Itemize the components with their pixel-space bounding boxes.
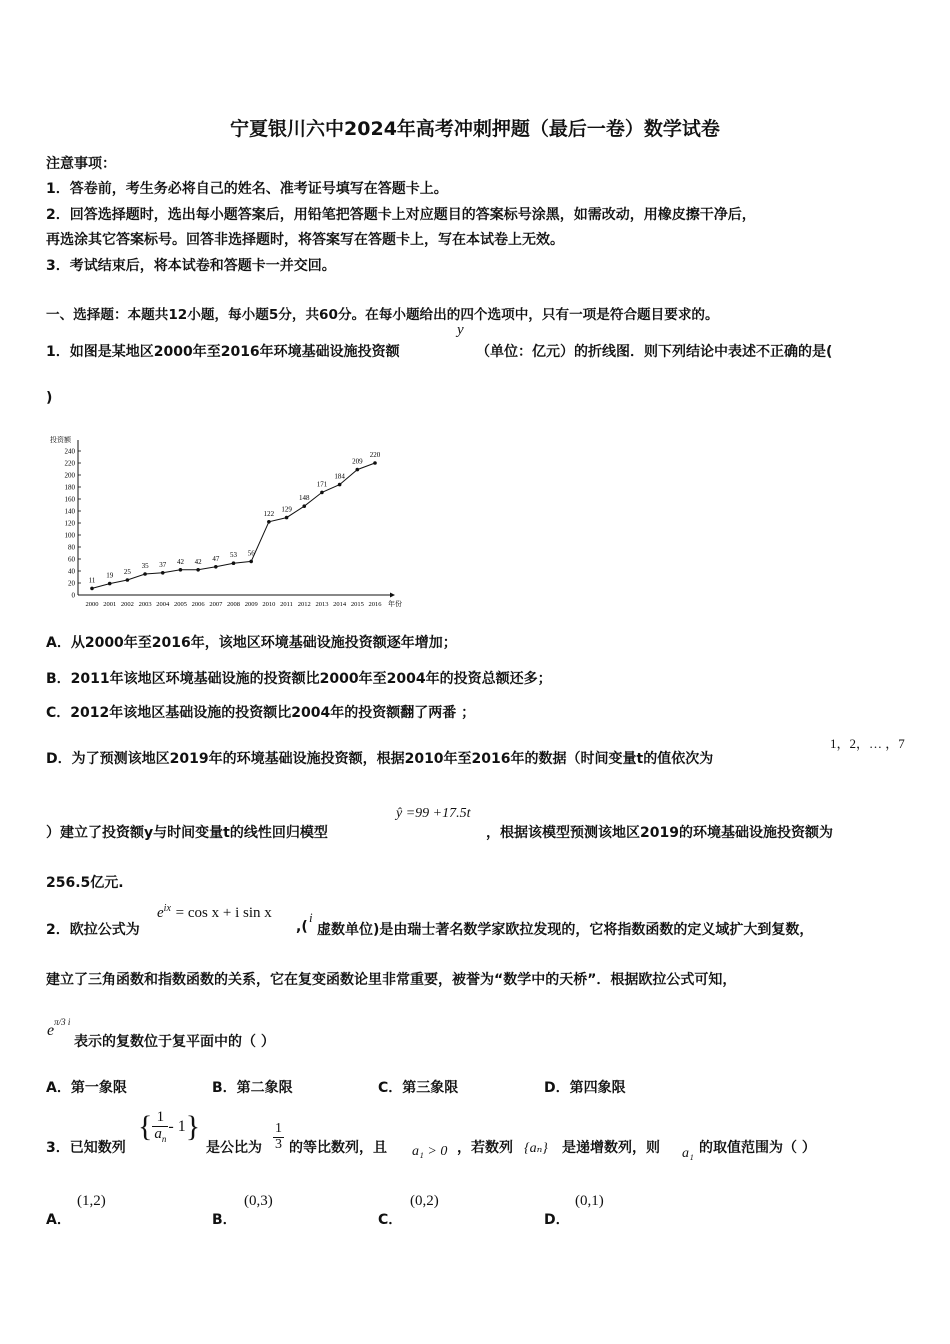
- chart-data-label: 42: [176, 557, 184, 566]
- q3-option-b-label: B．: [212, 1212, 237, 1228]
- q2-line2: 建立了三角函数和指数函数的关系，它在复变函数论里非常重要，被誉为“数学中的天桥”．根据欧拉公式可知，: [46, 972, 737, 988]
- chart-y-tick-label: 240: [64, 447, 75, 456]
- q2-expression: [47, 1016, 71, 1040]
- chart-point: [90, 587, 94, 591]
- q1-close-paren: ): [46, 390, 53, 406]
- notice-item-2a: 2．回答选择题时，选出每小题答案后，用铅笔把答题卡上对应题目的答案标号涂黑，如需改动，用橡皮擦干净后，: [46, 207, 756, 223]
- chart-x-tick-label: 2006: [191, 601, 205, 608]
- q2-line3: 表示的复数位于复平面中的（ ）: [74, 1034, 275, 1050]
- chart-y-tick-label: 80: [68, 543, 75, 552]
- chart-data-label: 209: [352, 457, 363, 466]
- q3-seq-subscript: n: [161, 1133, 167, 1144]
- q2-imag-unit: i: [309, 910, 313, 925]
- chart-data-label: 56: [247, 549, 255, 558]
- q2-option-a: A．第一象限: [46, 1080, 127, 1096]
- q3-option-a: (1,2): [77, 1193, 106, 1209]
- chart-y-tick-label: 160: [64, 495, 75, 504]
- q2-expr-exponent: π/3 i: [54, 1016, 71, 1027]
- page-title: 宁夏银川六中2024年高考冲刺押题（最后一卷）数学试卷: [230, 118, 720, 140]
- q3-option-c-label: C．: [378, 1212, 403, 1228]
- chart-x-ticks: [86, 601, 383, 608]
- section-heading: 一、选择题：本题共12小题，每小题5分，共60分。在每小题给出的四个选项中，只有一项是符合题目要求的。: [46, 307, 719, 323]
- q1-option-d-line1: D．为了预测该地区2019年的环境基础设施投资额，根据2010年至2016年的数据（时间变量t的值依次为: [46, 751, 714, 767]
- chart-x-tick-label: 2004: [156, 601, 170, 608]
- q1-regression-model: ŷ =99 +17.5t: [396, 806, 471, 821]
- q3-seq-denominator: a: [154, 1125, 162, 1142]
- q2-euler-e: e: [157, 905, 164, 921]
- chart-y-tick-label: 20: [68, 579, 75, 588]
- q1-option-d-line2a: ）建立了投资额y与时间变量t的线性回归模型: [46, 825, 328, 841]
- chart-x-tick-label: 2005: [173, 601, 187, 608]
- q1-option-a: A．从2000年至2016年，该地区环境基础设施投资额逐年增加；: [46, 635, 457, 651]
- q2-euler-rhs: = cos x + i sin x: [175, 905, 272, 921]
- q3-condition: a₁ > 0: [412, 1144, 448, 1159]
- q3-stem-e: 是递增数列，则: [562, 1140, 660, 1156]
- chart-x-tick-label: 2013: [315, 601, 329, 608]
- chart-data-label: 122: [263, 509, 275, 518]
- q3-sequence-an: {aₙ}: [524, 1141, 548, 1156]
- chart-x-tick-label: 2016: [368, 601, 382, 608]
- notice-heading: 注意事项：: [46, 156, 116, 172]
- q3-option-d-label: D．: [544, 1212, 570, 1228]
- chart-x-tick-label: 2003: [138, 601, 152, 608]
- q3-option-d: (0,1): [575, 1193, 604, 1209]
- q3-option-b: (0,3): [244, 1193, 273, 1209]
- q3-sequence-expression: { $\frac{1}{a_n}$ - 1}: [138, 1109, 201, 1144]
- chart-point: [143, 572, 147, 576]
- chart-y-tick-label: 220: [64, 459, 75, 468]
- chart-x-tick-label: 2002: [120, 601, 134, 608]
- q1-option-b: B．2011年该地区环境基础设施的投资额比2000年至2004年的投资总额还多；: [46, 671, 552, 687]
- q1-var-y: y: [457, 322, 464, 338]
- chart-point: [179, 568, 183, 572]
- chart-point: [196, 568, 200, 572]
- notice-item-1: 1．答卷前，考生务必将自己的姓名、准考证号填写在答题卡上。: [46, 181, 448, 197]
- chart-x-tick-label: 2012: [297, 601, 311, 608]
- chart-y-tick-label: 120: [64, 519, 75, 528]
- q2-stem-c: 虚数单位)是由瑞士著名数学家欧拉发现的，它将指数函数的定义域扩大到复数，: [317, 922, 814, 938]
- chart-x-tick-label: 2010: [262, 601, 276, 608]
- q3-stem-d: ，若数列: [457, 1140, 513, 1156]
- chart-y-axis-label: 投资额: [50, 436, 71, 444]
- chart-x-tick-label: 2000: [85, 601, 99, 608]
- q1-option-d-line2b: ，根据该模型预测该地区2019的环境基础设施投资额为: [486, 825, 833, 841]
- notice-item-2b: 再选涂其它答案标号。回答非选择题时，将答案写在答题卡上，写在本试卷上无效。: [46, 232, 564, 248]
- chart-point: [267, 520, 271, 524]
- chart-point: [249, 560, 253, 564]
- chart-data-label: 35: [141, 562, 149, 570]
- chart-data-label: 19: [106, 571, 114, 580]
- chart-data-label: 37: [159, 560, 167, 569]
- notice-item-3: 3．考试结束后，将本试卷和答题卡一并交回。: [46, 258, 336, 274]
- chart-data-label: 53: [230, 551, 237, 560]
- chart-y-tick-label: 180: [64, 483, 75, 492]
- chart-x-tick-label: 2007: [209, 601, 223, 608]
- chart-data-label: 148: [299, 494, 310, 503]
- q3-ratio-numerator: 1: [275, 1121, 282, 1136]
- chart-data-label: 184: [334, 472, 345, 481]
- q3-stem-c: 的等比数列，且: [289, 1140, 387, 1156]
- q2-euler-formula: [157, 903, 272, 922]
- chart-x-axis-label: 年份: [388, 600, 402, 608]
- q3-seq-numerator: 1: [152, 1110, 168, 1127]
- chart-x-arrow: [390, 593, 395, 598]
- chart-point: [214, 565, 218, 569]
- q3-option-c: (0,2): [410, 1193, 439, 1209]
- chart-x-tick-label: 2001: [103, 601, 117, 608]
- q1-option-c: C．2012年该地区基础设施的投资额比2004年的投资额翻了两番 ；: [46, 705, 476, 721]
- q3-stem-a: 3．已知数列: [46, 1140, 126, 1156]
- q2-euler-exponent: ix: [163, 903, 171, 914]
- chart-x-tick-label: 2015: [350, 601, 364, 608]
- chart-x-tick-label: 2014: [333, 601, 347, 608]
- chart-point: [320, 491, 324, 495]
- chart-data-label: 129: [281, 505, 292, 514]
- chart-series-line: [92, 463, 375, 588]
- chart-data-label: 171: [316, 480, 328, 489]
- chart-x-tick-label: 2011: [280, 601, 293, 608]
- chart-point: [161, 571, 165, 575]
- q2-option-d: D．第四象限: [544, 1080, 626, 1096]
- chart-y-ticks: [65, 448, 82, 600]
- chart-data-label: 25: [123, 568, 131, 576]
- chart-data-label: 42: [194, 557, 202, 566]
- chart-data-label: 11: [88, 576, 96, 585]
- chart-y-tick-label: 60: [68, 555, 75, 564]
- q3-ratio-denominator: 3: [275, 1136, 282, 1152]
- q3-ratio: [273, 1122, 284, 1152]
- chart-y-tick-label: 200: [64, 471, 75, 480]
- investment-line-chart: [40, 430, 410, 615]
- q2-stem-b: ,(: [296, 919, 308, 935]
- chart-data-label: 47: [212, 554, 220, 563]
- q1-stem-a: 1．如图是某地区2000年至2016年环境基础设施投资额: [46, 344, 400, 360]
- chart-data-label: 220: [369, 451, 381, 459]
- q2-option-b: B．第二象限: [212, 1080, 293, 1096]
- chart-point: [285, 516, 289, 520]
- chart-y-tick-label: 40: [68, 567, 75, 576]
- chart-point: [126, 578, 130, 582]
- chart-x-tick-label: 2009: [244, 601, 258, 608]
- q3-seq-minus: - 1: [168, 1118, 186, 1136]
- q2-option-c: C．第三象限: [378, 1080, 459, 1096]
- q2-expr-e: e: [47, 1022, 55, 1039]
- q1-stem-b: （单位：亿元）的折线图．则下列结论中表述不正确的是(: [476, 344, 833, 360]
- chart-y-tick-label: 0: [71, 591, 75, 600]
- chart-point: [356, 468, 360, 472]
- chart-point: [232, 561, 236, 565]
- q3-stem-b: 是公比为: [206, 1140, 262, 1156]
- chart-x-tick-label: 2008: [227, 601, 240, 608]
- q2-stem-a: 2．欧拉公式为: [46, 922, 140, 938]
- chart-point: [338, 483, 342, 487]
- chart-y-tick-label: 140: [64, 507, 75, 516]
- chart-y-tick-label: 100: [64, 531, 75, 540]
- q1-option-d-line3: 256.5亿元.: [46, 875, 124, 891]
- q1-option-d-sequence: 1，2，… ，7: [830, 736, 905, 751]
- q3-a1: a₁: [682, 1146, 694, 1161]
- chart-point: [108, 582, 112, 586]
- chart-point: [373, 461, 377, 465]
- chart-point: [302, 504, 306, 508]
- q3-stem-f: 的取值范围为（ ）: [699, 1140, 816, 1156]
- q3-option-a-label: A．: [46, 1212, 71, 1228]
